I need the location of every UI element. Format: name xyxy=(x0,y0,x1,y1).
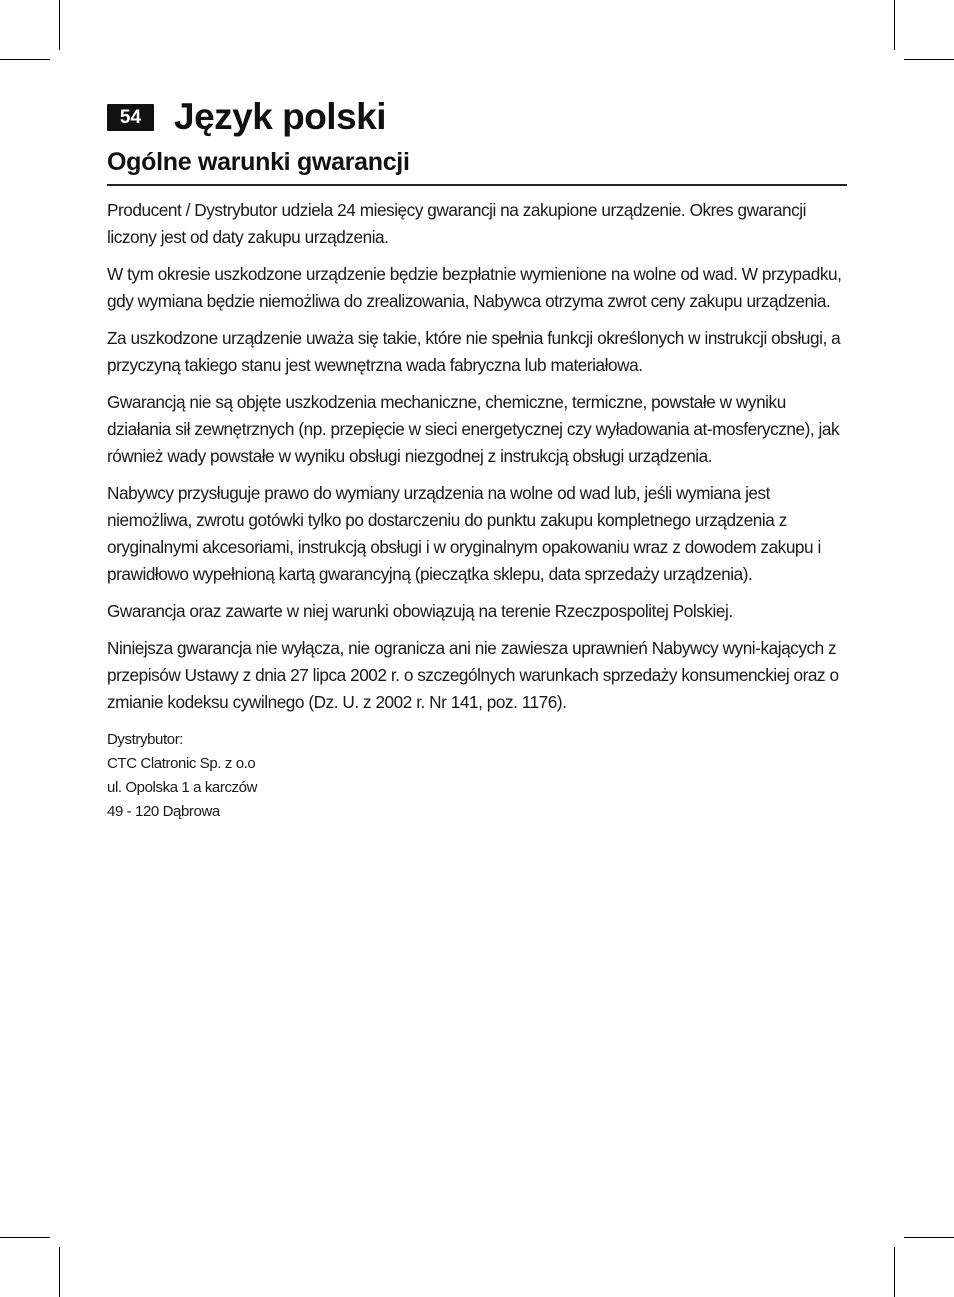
paragraph-legal-notice: Niniejsza gwarancja nie wyłącza, nie ogranicza ani nie zawiesza uprawnień Nabywcy wyni-kających z przepisów Ustawy z dnia 27 lipca 2002 r. o szczególnych warunkach sprzedaży konsumenckiej oraz o zmianie kodeksu cywilnego (Dz. U. z 2002 r. Nr 141, poz. 1176). xyxy=(107,638,839,712)
section-divider xyxy=(107,184,847,186)
distributor-label: Dystrybutor: xyxy=(107,731,184,748)
page-number: 54 xyxy=(107,104,154,131)
section-title: Ogólne warunki gwarancji xyxy=(107,148,410,176)
crop-mark-bottom-left-vertical xyxy=(59,1247,60,1297)
crop-mark-top-right-vertical xyxy=(894,0,895,50)
crop-mark-top-left-vertical xyxy=(59,0,60,50)
paragraph-buyer-rights: Nabywcy przysługuje prawo do wymiany urządzenia na wolne od wad lub, jeśli wymiana jest niemożliwa, zwrotu gotówki tylko po dostarczeniu do punktu zakupu kompletnego urządzenia z oryginalnymi akcesoriami, instrukcją obsługi i w oryginalnym opakowaniu wraz z dowodem zakupu i prawidłowo wypełnioną kartą gwarancyjną (pieczątka sklepu, data sprzedaży urządzenia). xyxy=(107,483,821,584)
paragraph-warranty-period: Producent / Dystrybutor udziela 24 miesięcy gwarancji na zakupione urządzenie. Okres gwarancji liczony jest od daty zakupu urządzenia. xyxy=(107,200,807,247)
paragraph-defect-definition: Za uszkodzone urządzenie uważa się takie, które nie spełnia funkcji określonych w instrukcji obsługi, a przyczyną takiego stanu jest wewnętrzna wada fabryczna lub materiałowa. xyxy=(107,328,841,375)
paragraph-replacement: W tym okresie uszkodzone urządzenie będzie bezpłatnie wymienione na wolne od wad. W przypadku, gdy wymiana będzie niemożliwa do zrealizowania, Nabywca otrzyma zwrot ceny zakupu urządzenia. xyxy=(107,264,842,311)
crop-mark-bottom-right-horizontal xyxy=(904,1237,954,1238)
crop-mark-top-right-horizontal xyxy=(904,59,954,60)
paragraph-territory: Gwarancja oraz zawarte w niej warunki obowiązują na terenie Rzeczpospolitej Polskiej. xyxy=(107,601,733,621)
paragraph-exclusions: Gwarancją nie są objęte uszkodzenia mechaniczne, chemiczne, termiczne, powstałe w wyniku działania sił zewnętrznych (np. przepięcie w sieci energetycznej czy wyładowania at-mosferyczne), jak również wady powstałe w wyniku obsługi niezgodnej z instrukcją obsługi urządzenia. xyxy=(107,392,840,466)
distributor-address xyxy=(107,728,849,824)
distributor-city: 49 - 120 Dąbrowa xyxy=(107,803,220,820)
warranty-text xyxy=(107,197,849,824)
crop-mark-bottom-left-horizontal xyxy=(0,1237,50,1238)
crop-mark-bottom-right-vertical xyxy=(894,1247,895,1297)
language-title: Język polski xyxy=(174,96,387,137)
distributor-street: ul. Opolska 1 a karczów xyxy=(107,779,258,796)
crop-mark-top-left-horizontal xyxy=(0,59,50,60)
distributor-company: CTC Clatronic Sp. z o.o xyxy=(107,755,256,772)
